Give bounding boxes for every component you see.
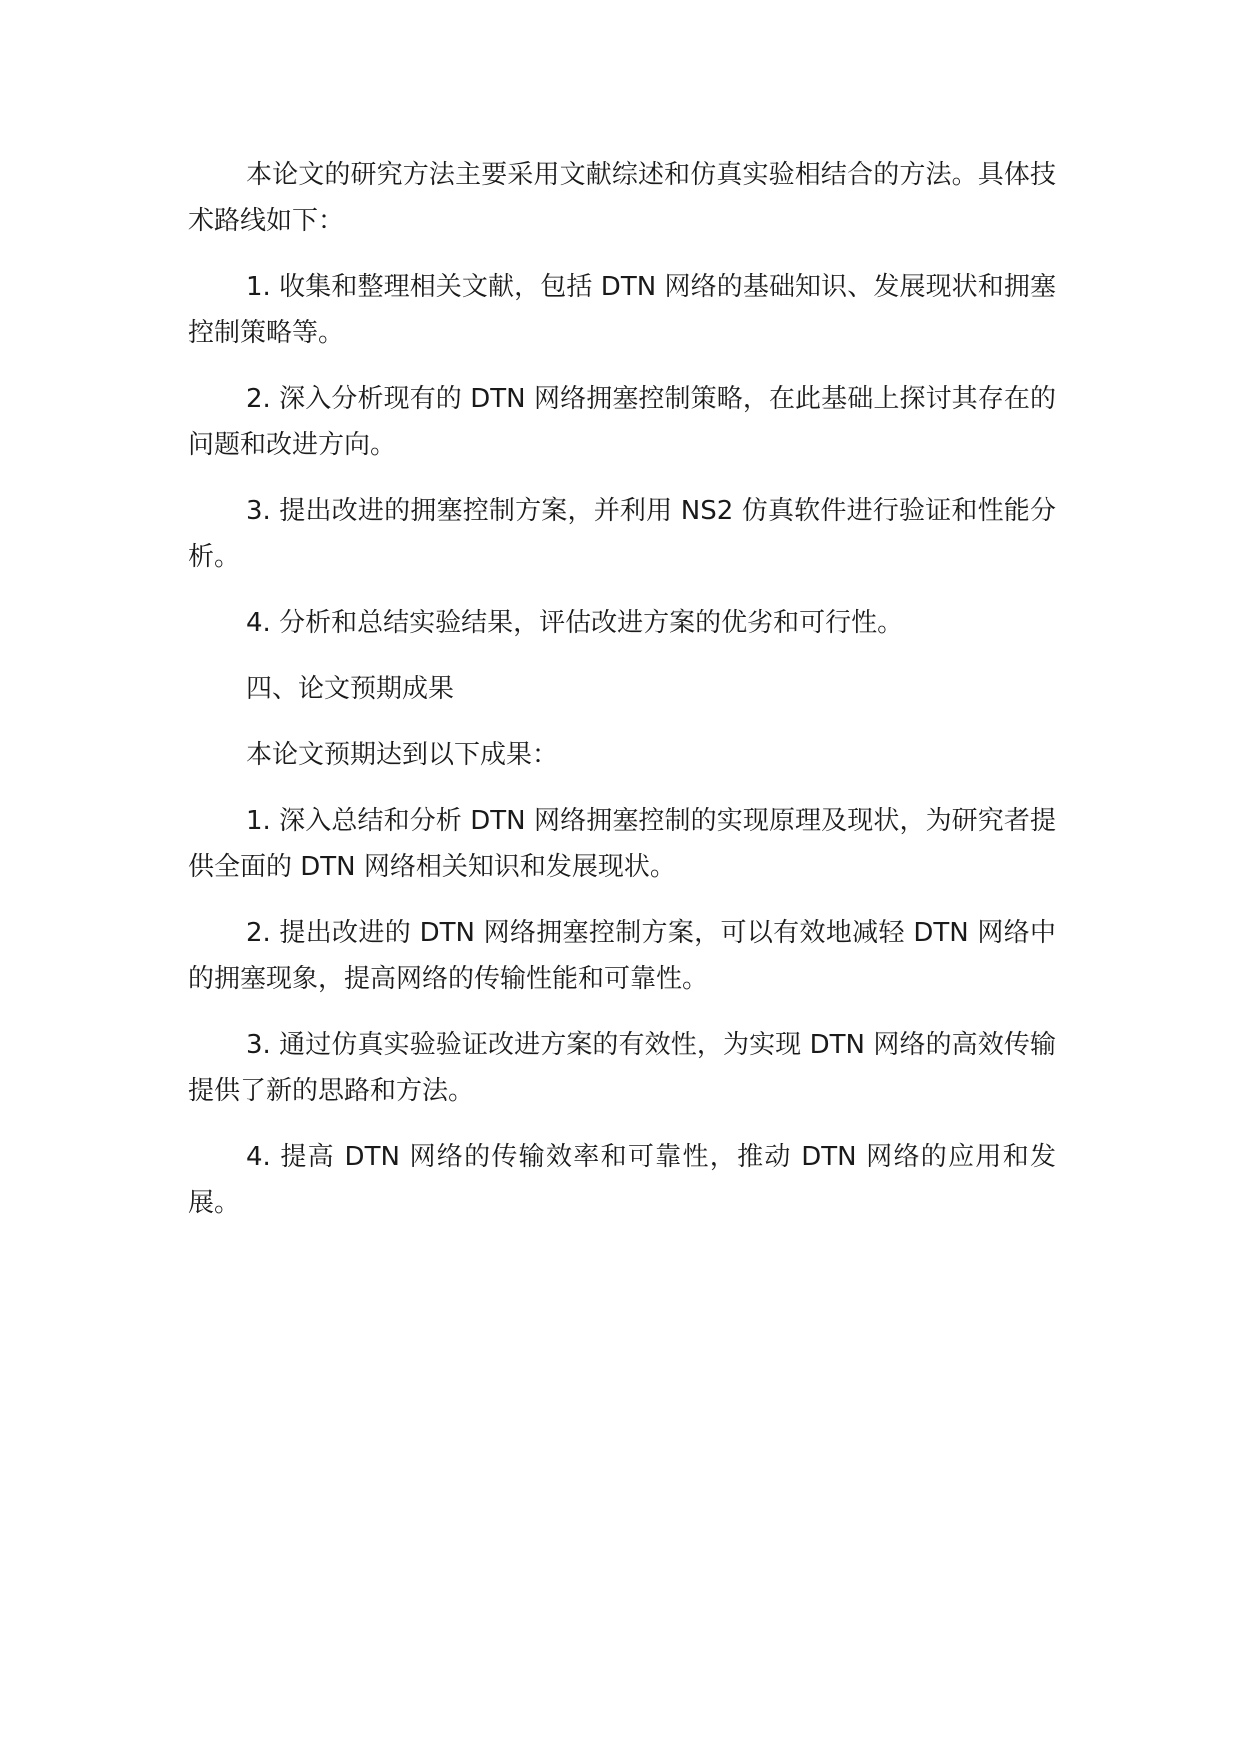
document-body (188, 152, 1056, 1246)
paragraph-outcome-4: 4. 提高 DTN 网络的传输效率和可靠性，推动 DTN 网络的应用和发展。 (188, 1142, 1056, 1218)
paragraph-outcome-2: 2. 提出改进的 DTN 网络拥塞控制方案，可以有效地减轻 DTN 网络中的拥塞现象，提高网络的传输性能和可靠性。 (188, 918, 1056, 994)
paragraph-outcome-3: 3. 通过仿真实验验证改进方案的有效性，为实现 DTN 网络的高效传输提供了新的思路和方法。 (188, 1030, 1056, 1106)
paragraph-outcome-1: 1. 深入总结和分析 DTN 网络拥塞控制的实现原理及现状，为研究者提供全面的 DTN 网络相关知识和发展现状。 (188, 806, 1056, 882)
paragraph-step-4: 4. 分析和总结实验结果，评估改进方案的优劣和可行性。 (246, 608, 904, 638)
paragraph-step-3: 3. 提出改进的拥塞控制方案，并利用 NS2 仿真软件进行验证和性能分析。 (188, 496, 1056, 572)
paragraph-expected-intro: 本论文预期达到以下成果： (246, 740, 559, 770)
paragraph-step-2: 2. 深入分析现有的 DTN 网络拥塞控制策略，在此基础上探讨其存在的问题和改进方向。 (188, 384, 1056, 460)
paragraph-step-1: 1. 收集和整理相关文献，包括 DTN 网络的基础知识、发展现状和拥塞控制策略等。 (188, 272, 1056, 348)
paragraph-research-method: 本论文的研究方法主要采用文献综述和仿真实验相结合的方法。具体技术路线如下： (188, 160, 1056, 236)
section-heading: 四、论文预期成果 (246, 674, 455, 704)
